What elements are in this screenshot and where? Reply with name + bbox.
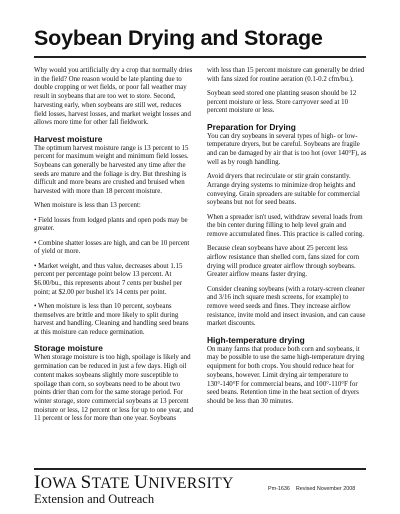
logo-extension-name: Extension and Outreach bbox=[34, 492, 155, 506]
paragraph: You can dry soybeans in several types of high- or low-temperature dryers, but be careful. Soybeans are fragile and can be damaged by air that is too hot (over 140°F), as well as by rough handling. bbox=[207, 132, 367, 166]
section-heading: Preparation for Drying bbox=[207, 121, 296, 132]
iowa-state-university-logo bbox=[34, 472, 234, 506]
publication-info bbox=[268, 486, 368, 492]
paragraph: • Field losses from lodged plants and open pods may be greater. bbox=[34, 216, 188, 233]
section-heading: Storage moisture bbox=[34, 343, 103, 354]
paragraph: When moisture is less than 13 percent: bbox=[34, 202, 141, 210]
bottom-rule bbox=[34, 468, 366, 470]
publication-number: Pm-1636 bbox=[268, 486, 290, 492]
paragraph: Why would you artificially dry a crop that normally dries in the field? One reason would be late planting due to double cropping or wet fields, or poor fall weather may result in soybeans that are too wet to store. Second, harvesting early, when soybeans are still wet, reduces field losses, harvest losses, and market weight losses and allows more time for other fall fieldwork. bbox=[34, 67, 193, 127]
paragraph: Because clean soybeans have about 25 percent less airflow resistance than shelled corn, fans sized for corn drying will produce greater airflow through soybeans. Greater airflow means faster drying. bbox=[207, 245, 360, 279]
page-title: Soybean Drying and Storage bbox=[34, 26, 323, 50]
paragraph: with less than 15 percent moisture can generally be dried with fans sized for routine aeration (0.1-0.2 cfm/bu.). bbox=[207, 67, 365, 83]
paragraph: Consider cleaning soybeans (with a rotary-screen cleaner and 3/16 inch square mesh screens, for example) to remove weed seeds and fines. They increase airflow resistance, invite mold and insect invasion, and can cause market discounts. bbox=[207, 285, 366, 328]
paragraph: On many farms that produce both corn and soybeans, it may be possible to use the same high-temperature drying equipment for both crops. You should reduce heat for soybeans, however. Limit drying air temperature to 130°-140°F for commercial beans, and 100°-110°F for seed beans. Retention time in the heat section of dryers should be less than 30 minutes. bbox=[207, 345, 365, 405]
paragraph: • When moisture is less than 10 percent, soybeans themselves are brittle and more likely to split during harvest and handling. Cleaning and handling seed beans at this moisture can reduce germination. bbox=[34, 303, 189, 337]
revision-date: Revised November 2008 bbox=[295, 486, 356, 492]
paragraph: • Market weight, and thus value, decreases about 1.15 percent per percentage point below 13 percent. At $6.00/bu., this represents about 7 cents per bushel per point; at $2.00 per bushel it's 14 cents per point. bbox=[34, 262, 183, 296]
paragraph: Avoid dryers that recirculate or stir grain constantly. Arrange drying systems to minimize drop heights and conveying. Grain spreaders are suitable for commercial soybeans but not for seed beans. bbox=[207, 173, 360, 207]
right-column bbox=[207, 67, 367, 412]
paragraph: Soybean seed stored one planting season should be 12 percent moisture or less. Store carryover seed at 10 percent moisture or less. bbox=[207, 90, 357, 115]
top-rule bbox=[34, 56, 366, 58]
paragraph: The optimum harvest moisture range is 13 percent to 15 percent for maximum weight and minimum field losses. Soybeans can generally be harvested any time after the seeds are mature and the foliage is dry. But threshing is difficult and more beans are crushed and bruised when harvested with more than 18 percent moisture. bbox=[34, 144, 189, 196]
paragraph: When a spreader isn't used, withdraw several loads from the bin center during filling to help level grain and remove accumulated fines. This practice is called coring. bbox=[207, 213, 364, 238]
logo-university-name: IOWA STATE UNIVERSITY bbox=[34, 472, 234, 493]
paragraph: When storage moisture is too high, spoilage is likely and germination can be reduced in just a few days. High oil content makes soybeans slightly more susceptible to spoilage than corn, so soybeans need to be about two points drier than corn for the same storage period. For winter storage, store commercial soybeans at 13 percent moisture or less, 12 percent or less for up to one year, and 11 percent or less for more than one year. Soybeans bbox=[34, 354, 194, 423]
section-heading: Harvest moisture bbox=[34, 133, 103, 144]
section-heading: High-temperature drying bbox=[207, 334, 305, 345]
left-column bbox=[34, 67, 194, 430]
paragraph: • Combine shatter losses are high, and can be 10 percent of yield or more. bbox=[34, 239, 190, 256]
